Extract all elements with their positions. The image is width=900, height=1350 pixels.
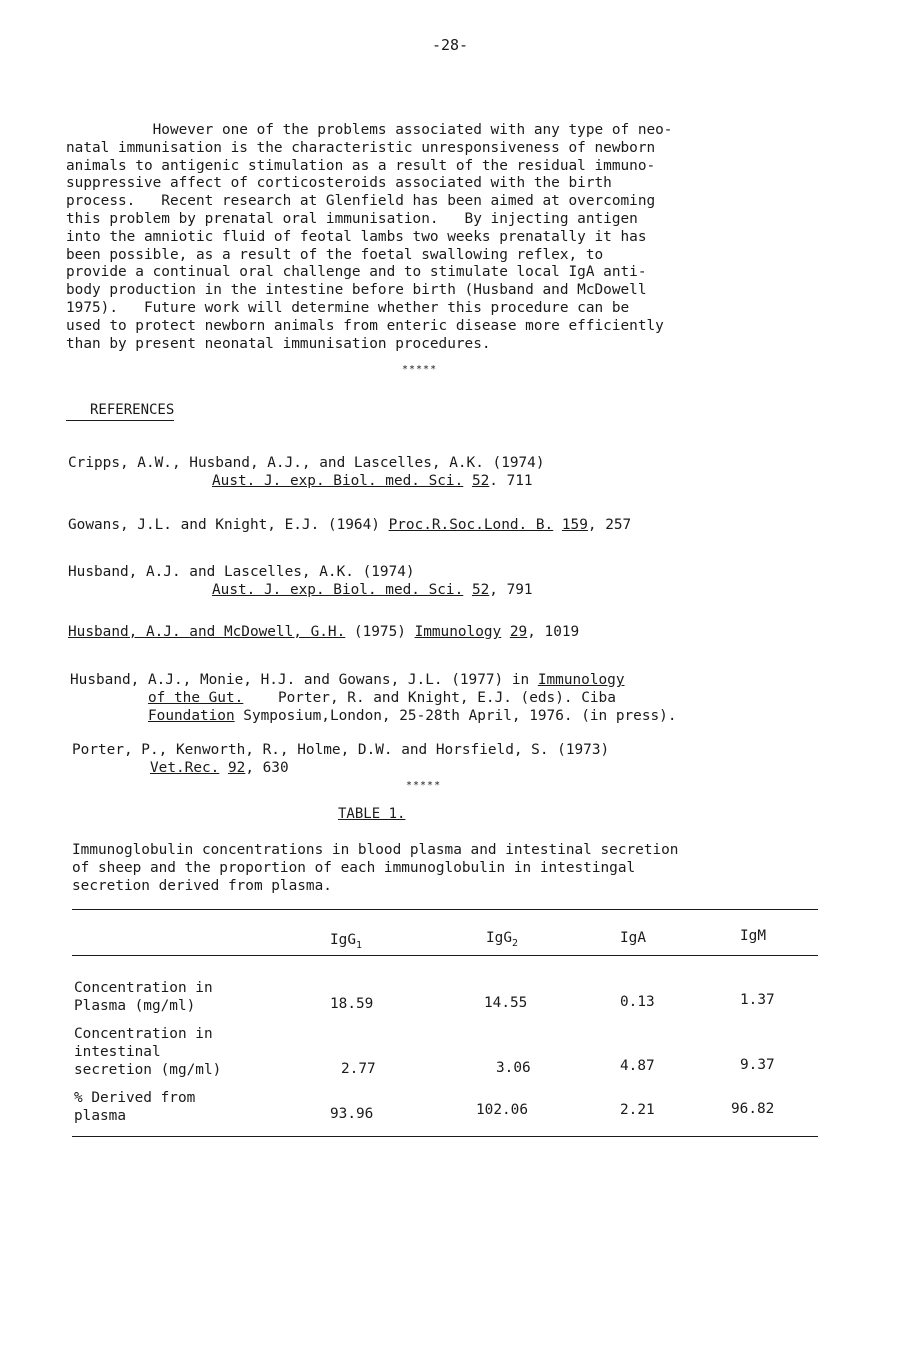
column-header-igg2: IgG$_2$ bbox=[486, 930, 519, 949]
paragraph-line: natal immunisation is the characteristic unresponsiveness of newborn bbox=[66, 139, 656, 156]
paragraph-line: body production in the intestine before birth (Husband and McDowell bbox=[66, 282, 647, 299]
references-heading: REFERENCES bbox=[66, 402, 174, 421]
row-label-derived: % Derived from plasma bbox=[74, 1090, 196, 1124]
reference-text: Husband, A.J., Monie, H.J. and Gowans, J.L. (1977) in bbox=[70, 672, 538, 688]
reference-authors: Husband, A.J. and Lascelles, A.K. (1974) bbox=[68, 564, 415, 580]
reference-pages: , 257 bbox=[587, 517, 632, 533]
reference-journal: Immunology bbox=[537, 672, 625, 688]
reference-journal: of the Gut. bbox=[148, 689, 244, 706]
paragraph-line: process. Recent research at Glenfield has been aimed at overcoming bbox=[66, 193, 656, 210]
reference-pages: , 1019 bbox=[527, 624, 580, 640]
table-bottom-rule bbox=[72, 1136, 818, 1137]
reference-husband-mcdowell-1975 bbox=[68, 624, 579, 642]
table-cell: 9.37 bbox=[740, 1057, 775, 1073]
reference-authors: Gowans, J.L. and Knight, E.J. (1964) bbox=[68, 517, 389, 533]
reference-volume: 92 bbox=[227, 759, 246, 776]
reference-journal: Aust. J. exp. Biol. med. Sci. bbox=[212, 581, 464, 598]
reference-volume: 29 bbox=[509, 624, 528, 640]
table-cell: 0.13 bbox=[620, 994, 655, 1010]
reference-year: (1975) bbox=[345, 624, 415, 640]
reference-husband-lascelles-1974 bbox=[68, 564, 533, 600]
reference-cripps-1974 bbox=[68, 455, 545, 491]
table-cell: 102.06 bbox=[476, 1102, 528, 1118]
reference-pages: , 630 bbox=[245, 759, 289, 776]
row-label-plasma: Concentration in Plasma (mg/ml) bbox=[74, 980, 213, 1014]
reference-journal: Proc.R.Soc.Lond. B. bbox=[388, 517, 554, 533]
paragraph-line: provide a continual oral challenge and to stimulate local IgA anti- bbox=[66, 264, 647, 281]
reference-journal: Vet.Rec. bbox=[150, 759, 220, 776]
reference-authors: Porter, P., Kenworth, R., Holme, D.W. and Horsfield, S. (1973) bbox=[72, 742, 610, 758]
reference-pages: . 711 bbox=[489, 472, 533, 489]
reference-text: Porter, R. and Knight, E.J. (eds). Ciba bbox=[243, 689, 616, 706]
caption-line: secretion derived from plasma. bbox=[72, 877, 332, 894]
section-separator: ***** bbox=[406, 780, 442, 791]
paragraph-line: animals to antigenic stimulation as a result of the residual immuno- bbox=[66, 157, 656, 174]
table-header-rule bbox=[72, 955, 818, 956]
table-cell: 3.06 bbox=[496, 1060, 531, 1076]
section-separator: ***** bbox=[402, 364, 438, 375]
paragraph-line: suppressive affect of corticosteroids associated with the birth bbox=[66, 175, 612, 192]
paragraph-line: 1975). Future work will determine whether this procedure can be bbox=[66, 299, 630, 316]
row-label-secretion: Concentration in intestinal secretion (mg/ml) bbox=[74, 1026, 222, 1078]
reference-pages: , 791 bbox=[489, 581, 533, 598]
reference-porter-1973 bbox=[72, 742, 609, 778]
table-cell: 96.82 bbox=[731, 1101, 775, 1117]
column-header-igm: IgM bbox=[740, 928, 766, 944]
table-cell: 4.87 bbox=[620, 1058, 655, 1074]
table-cell: 93.96 bbox=[330, 1106, 374, 1122]
table-cell: 2.77 bbox=[341, 1061, 376, 1077]
column-header-igg1: IgG$_1$ bbox=[330, 932, 363, 951]
paragraph-line: However one of the problems associated with any type of neo- bbox=[66, 122, 673, 138]
table-cell: 1.37 bbox=[740, 992, 775, 1008]
column-header-iga: IgA bbox=[620, 930, 646, 946]
paragraph-line: been possible, as a result of the foetal swallowing reflex, to bbox=[66, 246, 604, 263]
reference-text: Symposium,London, 25-28th April, 1976. (in press). bbox=[234, 707, 677, 724]
reference-husband-monie-1977 bbox=[70, 672, 677, 725]
reference-authors: Husband, A.J. and McDowell, G.H. bbox=[68, 624, 346, 640]
reference-volume: 52 bbox=[471, 581, 490, 598]
reference-journal: Foundation bbox=[148, 707, 235, 724]
reference-authors: Cripps, A.W., Husband, A.J., and Lascelles, A.K. (1974) bbox=[68, 455, 545, 471]
paragraph-line: into the amniotic fluid of feotal lambs two weeks prenatally it has bbox=[66, 228, 647, 245]
table-cell: 18.59 bbox=[330, 996, 374, 1012]
caption-line: of sheep and the proportion of each immunoglobulin in intestingal bbox=[72, 859, 636, 876]
reference-volume: 52 bbox=[471, 472, 490, 489]
caption-line: Immunoglobulin concentrations in blood plasma and intestinal secretion bbox=[72, 842, 679, 858]
paragraph-line: used to protect newborn animals from enteric disease more efficiently bbox=[66, 317, 664, 334]
paragraph-line: this problem by prenatal oral immunisation. By injecting antigen bbox=[66, 210, 638, 227]
paragraph-line: than by present neonatal immunisation procedures. bbox=[66, 335, 491, 352]
reference-journal: Aust. J. exp. Biol. med. Sci. bbox=[212, 472, 464, 489]
table-cell: 14.55 bbox=[484, 995, 528, 1011]
page-number: -28- bbox=[431, 36, 469, 54]
reference-volume: 159 bbox=[561, 517, 588, 533]
table-top-rule bbox=[72, 909, 818, 910]
body-paragraph bbox=[66, 122, 846, 353]
reference-journal: Immunology bbox=[414, 624, 502, 640]
table-title: TABLE 1. bbox=[338, 806, 406, 822]
table-cell: 2.21 bbox=[620, 1102, 655, 1118]
table-caption bbox=[72, 842, 862, 895]
reference-gowans-1964 bbox=[68, 517, 631, 535]
